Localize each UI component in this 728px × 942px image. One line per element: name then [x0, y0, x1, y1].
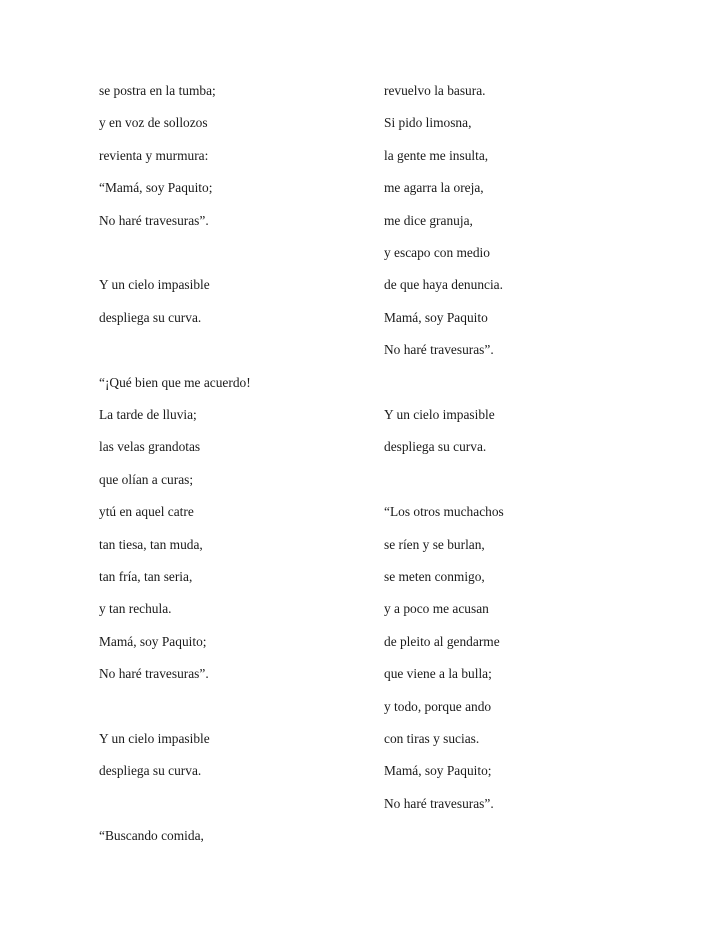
poem-line: tan fría, tan seria,: [99, 569, 193, 584]
poem-line: despliega su curva.: [99, 309, 202, 325]
poem-line: revuelvo la basura.: [384, 83, 486, 98]
poem-line: Mamá, soy Paquito;: [99, 633, 207, 649]
poem-line: La tarde de lluvia;: [99, 407, 197, 422]
poem-line: No haré travesuras”.: [384, 795, 494, 811]
poem-line: se postra en la tumba;: [99, 83, 216, 98]
poem-line: ytú en aquel catre: [99, 504, 194, 520]
poem-line: Y un cielo impasible: [99, 277, 210, 293]
poem-left-column: [99, 0, 379, 942]
poem-line: despliega su curva.: [99, 763, 202, 779]
poem-line: No haré travesuras”.: [384, 342, 494, 358]
poem-line: Y un cielo impasible: [99, 731, 210, 746]
poem-line: de pleito al gendarme: [384, 633, 500, 649]
poem-line: y tan rechula.: [99, 601, 172, 617]
poem-line: y a poco me acusan: [384, 601, 489, 617]
poem-line: No haré travesuras”.: [99, 212, 209, 228]
poem-line: y en voz de sollozos: [99, 115, 208, 131]
poem-line: con tiras y sucias.: [384, 731, 480, 746]
poem-line: Y un cielo impasible: [384, 407, 495, 422]
poem-line: de que haya denuncia.: [384, 277, 503, 293]
poem-line: se meten conmigo,: [384, 569, 485, 584]
poem-line: y todo, porque ando: [384, 698, 492, 714]
poem-line: “Los otros muchachos: [384, 504, 504, 520]
poem-line: “¡Qué bien que me acuerdo!: [99, 374, 251, 390]
poem-line: me agarra la oreja,: [384, 180, 484, 196]
poem-line: No haré travesuras”.: [99, 666, 209, 682]
poem-line: Si pido limosna,: [384, 115, 472, 131]
poem-line: Mamá, soy Paquito;: [384, 763, 492, 779]
poem-line: y escapo con medio: [384, 245, 490, 260]
poem-line: revienta y murmura:: [99, 147, 209, 163]
poem-line: me dice granuja,: [384, 212, 473, 228]
poem-line: se ríen y se burlan,: [384, 536, 485, 552]
poem-line: Mamá, soy Paquito: [384, 309, 488, 325]
poem-line: que viene a la bulla;: [384, 666, 492, 682]
poem-line: despliega su curva.: [384, 439, 487, 455]
poem-line: la gente me insulta,: [384, 147, 489, 163]
poem-line: las velas grandotas: [99, 439, 201, 455]
poem-line: “Mamá, soy Paquito;: [99, 180, 213, 196]
poem-line: “Buscando comida,: [99, 828, 204, 844]
poem-right-column: [384, 0, 664, 942]
poem-line: tan tiesa, tan muda,: [99, 536, 203, 552]
poem-line: que olían a curas;: [99, 471, 194, 487]
